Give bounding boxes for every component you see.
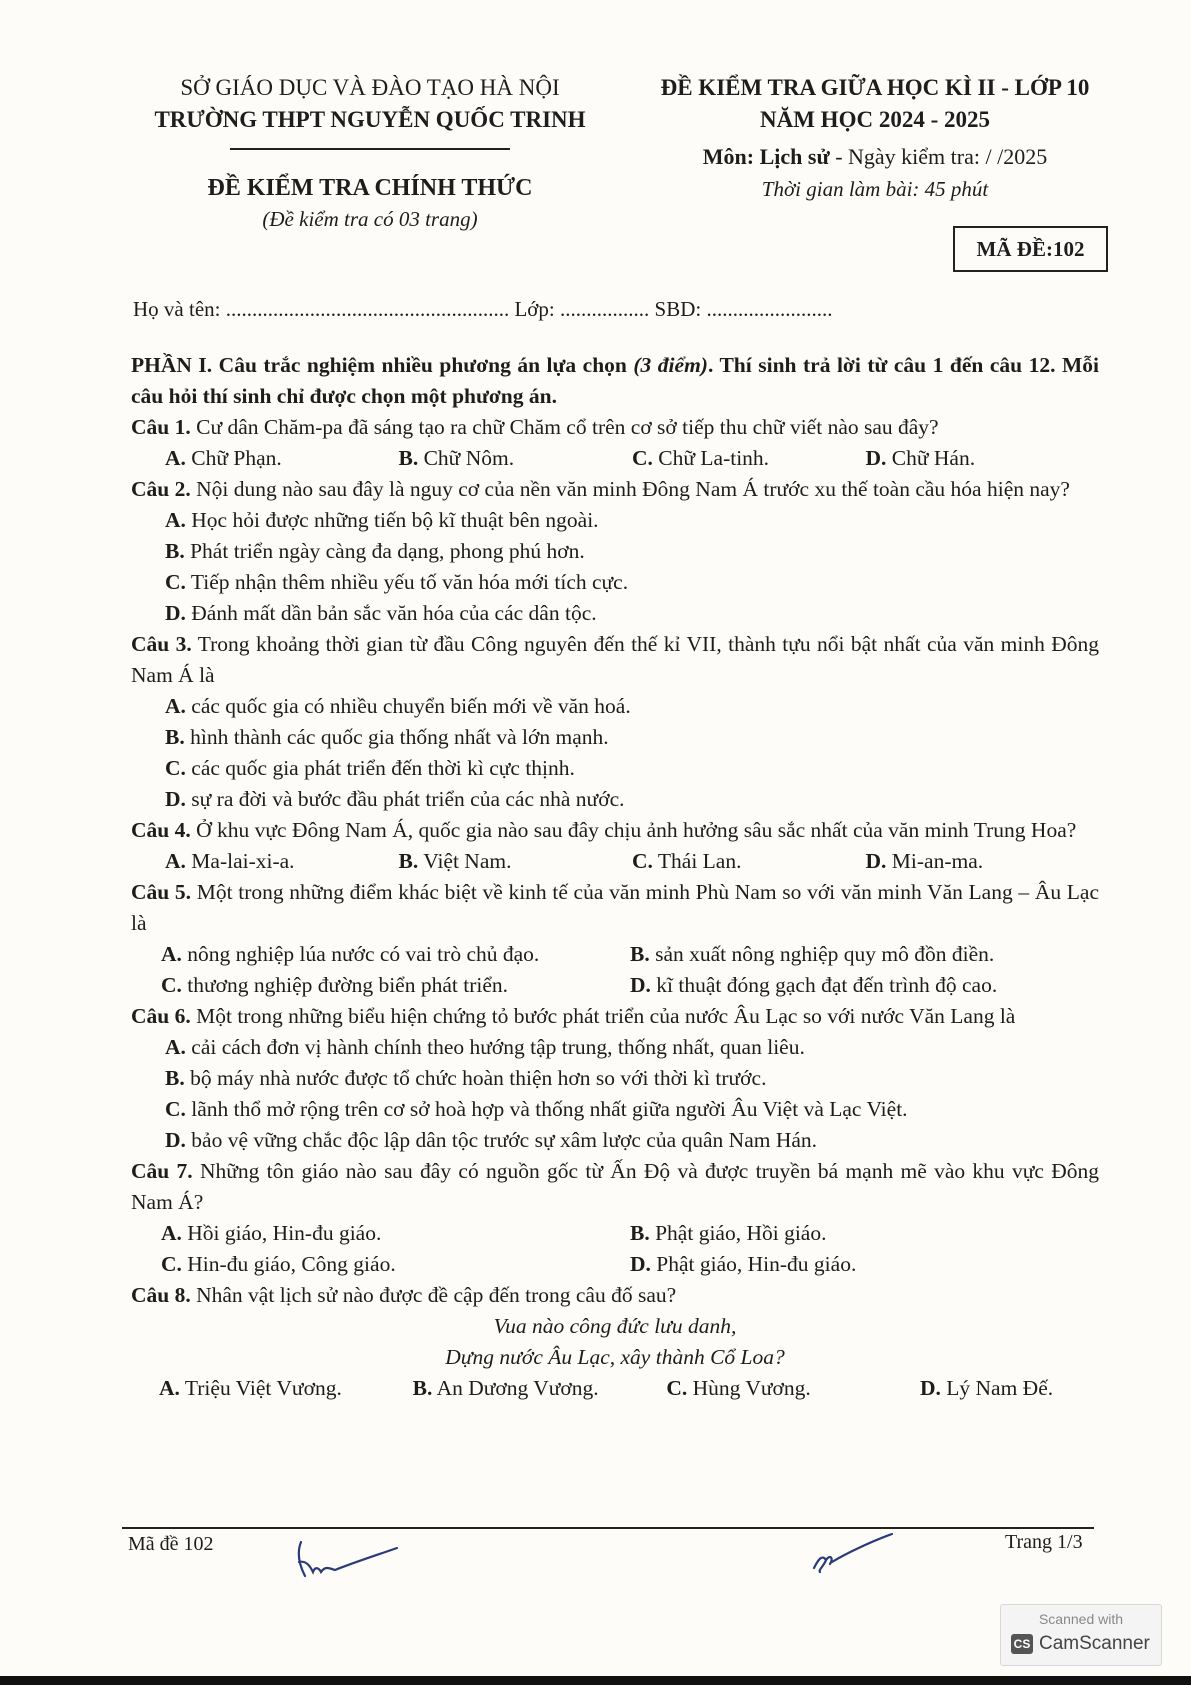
question-label: Câu 3. (131, 632, 192, 656)
question-2-options (131, 505, 1099, 629)
option-c[interactable]: C. Chữ La-tinh. (632, 446, 770, 470)
option-c[interactable]: C. Thái Lan. (632, 849, 742, 873)
question-4 (131, 815, 1099, 846)
question-text: Những tôn giáo nào sau đây có nguồn gốc từ Ấn Độ và được truyền bá mạnh mẽ vào khu vực Đông Nam Á? (131, 1159, 1099, 1214)
subject-label: Môn: Lịch sử (702, 144, 830, 169)
question-4-options (131, 846, 1099, 877)
exam-code-box: MÃ ĐỀ:102 (953, 226, 1108, 272)
option-b[interactable]: B. Việt Nam. (398, 849, 512, 873)
footer-divider (122, 1527, 1094, 1529)
option-a[interactable]: A. cải cách đơn vị hành chính theo hướng tập trung, thống nhất, quan liêu. (165, 1035, 805, 1059)
class-label: Lớp: (509, 297, 561, 321)
option-d[interactable]: D. bảo vệ vững chắc độc lập dân tộc trước sự xâm lược của quân Nam Hán. (165, 1128, 818, 1152)
scan-edge-bar (0, 1676, 1191, 1685)
option-d[interactable]: D. sự ra đời và bước đầu phát triển của các nhà nước. (165, 787, 625, 811)
header-divider (230, 148, 510, 150)
question-label: Câu 5. (131, 880, 192, 904)
subject-line (640, 140, 1110, 174)
question-5-options-row-2 (131, 970, 1099, 1001)
question-label: Câu 7. (131, 1159, 193, 1183)
question-text: Một trong những biểu hiện chứng tỏ bước phát triển của nước Âu Lạc so với nước Văn Lang là (190, 1004, 1016, 1028)
option-a[interactable]: A. Chữ Phạn. (165, 446, 282, 470)
school-name: TRƯỜNG THPT NGUYỄN QUỐC TRINH (154, 107, 586, 132)
section-points: (3 điểm) (633, 353, 708, 377)
exam-body (131, 350, 1099, 1404)
section-title: PHẦN I. Câu trắc nghiệm nhiều phương án lựa chọn (131, 353, 634, 377)
question-8-options (131, 1373, 1099, 1404)
question-label: Câu 4. (131, 818, 191, 842)
question-text: Ở khu vực Đông Nam Á, quốc gia nào sau đây chịu ảnh hưởng sâu sắc nhất của văn minh Trung Hoa? (190, 818, 1077, 842)
question-label: Câu 8. (131, 1283, 191, 1307)
section-instructions: . Thí sinh trả lời từ câu 1 đến câu 12. Mỗi câu hỏi thí sinh chỉ được chọn một phương án. (131, 353, 1100, 408)
question-6 (131, 1001, 1099, 1032)
question-7-options-row-1 (131, 1218, 1099, 1249)
riddle-line-2: Dựng nước Âu Lạc, xây thành Cổ Loa? (445, 1345, 785, 1369)
question-7-options-row-2 (131, 1249, 1099, 1280)
option-b[interactable]: B. Phát triển ngày càng đa dạng, phong phú hơn. (165, 539, 585, 563)
option-b[interactable]: B. Chữ Nôm. (398, 446, 515, 470)
camscanner-brand (1011, 1633, 1150, 1655)
question-3 (131, 629, 1099, 691)
option-b[interactable]: B. hình thành các quốc gia thống nhất và lớn mạnh. (165, 725, 609, 749)
option-b[interactable]: B. An Dương Vương. (412, 1376, 599, 1400)
option-a[interactable]: A. Hồi giáo, Hin-đu giáo. (161, 1221, 382, 1245)
option-c[interactable]: C. thương nghiệp đường biển phát triển. (161, 973, 508, 997)
camscanner-icon: CS (1011, 1634, 1033, 1654)
option-a[interactable]: A. Ma-lai-xi-a. (165, 849, 295, 873)
question-label: Câu 1. (131, 415, 191, 439)
name-label: Họ và tên: (133, 297, 226, 321)
question-text: Trong khoảng thời gian từ đầu Công nguyên đến thế kỉ VII, thành tựu nổi bật nhất của văn minh Đông Nam Á là (131, 632, 1099, 687)
footer-exam-code: Mã đề 102 (128, 1533, 214, 1555)
option-c[interactable]: C. lãnh thổ mở rộng trên cơ sở hoà hợp và thống nhất giữa người Âu Việt và Lạc Việt. (165, 1097, 908, 1121)
option-c[interactable]: C. Tiếp nhận thêm nhiều yếu tố văn hóa mới tích cực. (165, 570, 629, 594)
option-d[interactable]: D. kĩ thuật đóng gạch đạt đến trình độ cao. (630, 973, 998, 997)
name-field[interactable]: ...................................................... (225, 297, 510, 321)
option-c[interactable]: C. Hùng Vương. (666, 1376, 811, 1400)
pages-note: (Đề kiểm tra có 03 trang) (262, 207, 478, 231)
scanned-with-text: Scanned with (1038, 1611, 1124, 1627)
header-right (640, 72, 1110, 204)
question-5-options-row-1 (131, 939, 1099, 970)
option-d[interactable]: D. Mi-an-ma. (865, 849, 984, 873)
question-text: Cư dân Chăm-pa đã sáng tạo ra chữ Chăm cổ trên cơ sở tiếp thu chữ viết nào sau đây? (190, 415, 939, 439)
official-block (120, 172, 620, 234)
option-a[interactable]: A. nông nghiệp lúa nước có vai trò chủ đạo. (161, 942, 540, 966)
section-1-heading (131, 350, 1099, 412)
option-b[interactable]: B. Phật giáo, Hồi giáo. (630, 1221, 827, 1245)
exam-date: - Ngày kiểm tra: / /2025 (829, 144, 1048, 169)
exam-title: ĐỀ KIỂM TRA GIỮA HỌC KÌ II - LỚP 10 (660, 75, 1090, 100)
department-name: SỞ GIÁO DỤC VÀ ĐÀO TẠO HÀ NỘI (180, 75, 560, 100)
class-field[interactable]: ................. (560, 297, 650, 321)
signature-2 (800, 1530, 900, 1580)
official-title: ĐỀ KIỂM TRA CHÍNH THỨC (207, 175, 533, 201)
footer-page-number: Trang 1/3 (1005, 1531, 1083, 1553)
question-2 (131, 474, 1099, 505)
option-b[interactable]: B. sản xuất nông nghiệp quy mô đồn điền. (630, 942, 995, 966)
option-b[interactable]: B. bộ máy nhà nước được tổ chức hoàn thiện hơn so với thời kì trước. (165, 1066, 767, 1090)
option-c[interactable]: C. các quốc gia phát triển đến thời kì cực thịnh. (165, 756, 575, 780)
question-8 (131, 1280, 1099, 1311)
duration: Thời gian làm bài: 45 phút (761, 177, 989, 201)
option-a[interactable]: A. Học hỏi được những tiến bộ kĩ thuật bên ngoài. (165, 508, 599, 532)
school-year: NĂM HỌC 2024 - 2025 (760, 107, 990, 132)
riddle-line-1: Vua nào công đức lưu danh, (493, 1314, 737, 1338)
sbd-label: SBD: (649, 297, 707, 321)
question-1-options (131, 443, 1099, 474)
camscanner-name: CamScanner (1039, 1633, 1150, 1654)
question-5 (131, 877, 1099, 939)
question-label: Câu 6. (131, 1004, 191, 1028)
question-text: Một trong những điểm khác biệt về kinh tế của văn minh Phù Nam so với văn minh Văn Lang – Âu Lạc là (131, 880, 1099, 935)
question-text: Nội dung nào sau đây là nguy cơ của nền văn minh Đông Nam Á trước xu thế toàn cầu hóa hiện nay? (190, 477, 1070, 501)
question-6-options (131, 1032, 1099, 1156)
question-text: Nhân vật lịch sử nào được đề cập đến trong câu đố sau? (190, 1283, 677, 1307)
student-info (133, 293, 832, 325)
option-c[interactable]: C. Hin-đu giáo, Công giáo. (161, 1252, 396, 1276)
camscanner-watermark (1000, 1604, 1162, 1666)
question-label: Câu 2. (131, 477, 191, 501)
sbd-field[interactable]: ........................ (706, 297, 833, 321)
header-left (120, 72, 620, 150)
option-d[interactable]: D. Đánh mất dần bản sắc văn hóa của các dân tộc. (165, 601, 597, 625)
option-a[interactable]: A. các quốc gia có nhiều chuyển biến mới về văn hoá. (165, 694, 631, 718)
question-1 (131, 412, 1099, 443)
option-d[interactable]: D. Lý Nam Đế. (919, 1376, 1054, 1400)
signature-1 (285, 1532, 405, 1582)
option-a[interactable]: A. Triệu Việt Vương. (159, 1376, 342, 1400)
option-d[interactable]: D. Chữ Hán. (865, 446, 976, 470)
question-3-options (131, 691, 1099, 815)
option-d[interactable]: D. Phật giáo, Hin-đu giáo. (630, 1252, 857, 1276)
question-7 (131, 1156, 1099, 1218)
